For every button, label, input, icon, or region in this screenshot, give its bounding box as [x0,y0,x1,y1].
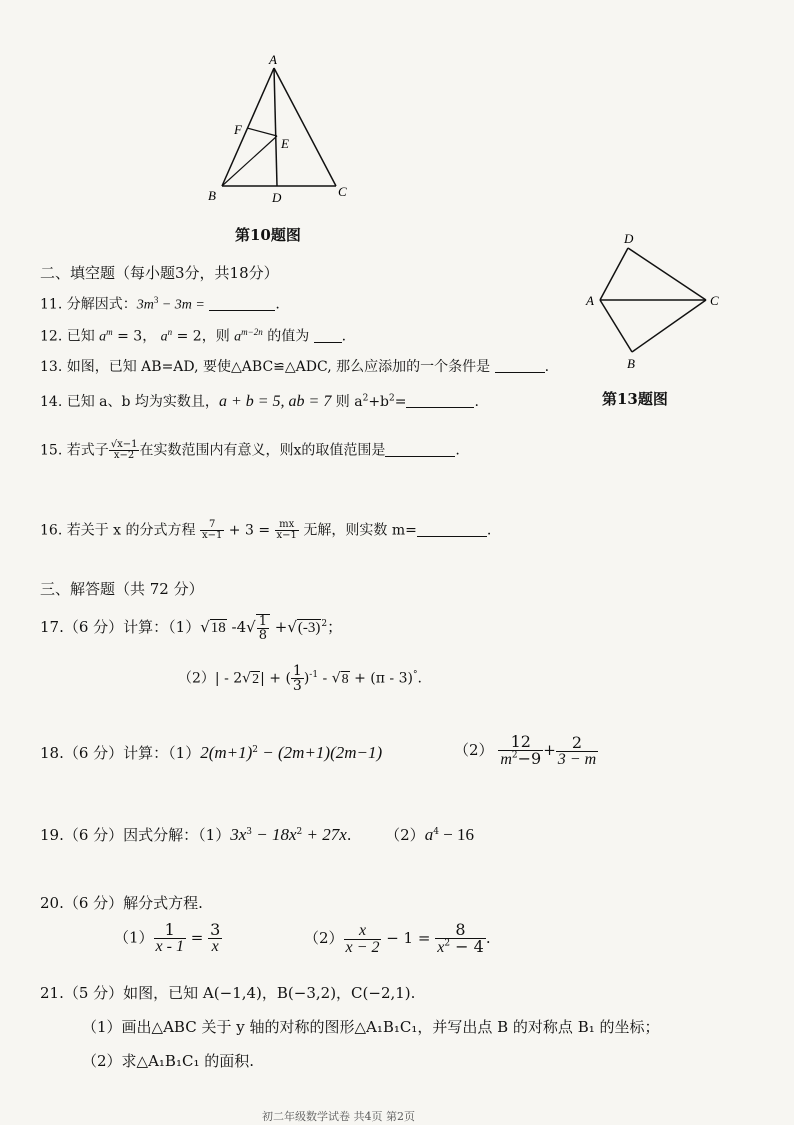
fig13-label-a: A [586,293,594,308]
fig10-label-c: C [338,184,347,199]
q12-answer-blank[interactable] [314,342,342,343]
q15-fraction: $\frac{√x-1}{x-2}$ [110,439,138,461]
question-11: 11. 分解因式：$3m^3 - 3m$ = . [40,295,280,313]
fig10-label-e: E [281,136,289,151]
q17-fraction: $\frac{1}{8}$ [256,614,270,642]
figure-10-triangle [190,50,360,210]
question-18-part-2: （2） $\frac{12}{m^2-9}$ + $\frac{2}{3 - m}$ [454,732,597,768]
question-16: 16. 若关于 x 的分式方程 $\frac{7}{x-1}$ + 3 = $\frac{mx}{x-1}$ 无解，则实数 m= . [40,519,492,541]
question-17-line-1: 17.（6 分）计算：（1）√18 -4√ $\frac{1}{8}$ $+√(-3)^2$； [40,614,343,643]
q11-answer-blank[interactable] [209,310,275,311]
figure-13-quadrilateral [580,228,730,378]
question-15: 15. 若式子 $\frac{√x-1}{x-2}$ 在实数范围内有意义，则x的取值范围是 . [40,439,460,461]
section-2-title: 二、填空题（每小题3分，共18分） [40,264,279,282]
question-14: 14. 已知 a、b 均为实数且，a + b = 5, ab = 7 则 $a^2+b^2=$ . [40,393,479,410]
section-3-title: 三、解答题（共 72 分） [40,580,204,598]
question-13: 13. 如图，已知 AB=AD, 要使△ABC≌△ADC, 那么应添加的一个条件是 . [40,359,550,375]
q15-answer-blank[interactable] [385,456,455,457]
q14-answer-blank[interactable] [406,407,474,408]
q20-fraction-b: $\frac{3}{x}$ [210,920,221,955]
figure-10-caption: 第10题图 [235,226,301,244]
fig13-label-d: D [624,231,634,246]
question-21-line-1: 21.（5 分）如图，已知 A(−1,4)，B(−3,2)，C(−2,1). [40,984,416,1002]
question-12: 12. 已知 $a^m = 3$， $a^n = 2$，则 $a^{m-2n}$ 的值为 . [40,327,347,345]
fig10-label-a: A [269,52,277,67]
fig10-label-b: B [208,188,216,203]
question-20-title: 20.（6 分）解分式方程. [40,894,203,912]
question-20-part-1: （1） $\frac{1}{x - 1}$ = $\frac{3}{x}$ [114,920,221,955]
fig13-label-c: C [710,293,719,308]
figure-13-caption: 第13题图 [602,390,668,408]
q16-fraction-1: $\frac{7}{x-1}$ [201,519,223,541]
question-18: 18.（6 分）计算：$(1)2(m+1)^2 - (2m+1)(2m-1)$ [40,743,383,762]
question-17-line-2: （2）| - 2√2| + ( $\frac{1}{3}$ )$^{-1}$ - √8 + (π - 3)°. [178,663,422,694]
q13-answer-blank[interactable] [495,372,545,373]
q20-fraction-c: $\frac{x}{x - 2}$ [345,921,380,956]
q20-fraction-a: $\frac{1}{x - 1}$ [155,920,184,955]
fig10-label-f: F [234,122,242,137]
fig13-label-b: B [627,356,635,371]
q16-answer-blank[interactable] [417,536,487,537]
fig10-label-d: D [272,190,282,205]
q20-fraction-d: $\frac{8}{x^2 - 4}$ [437,920,484,956]
question-20-part-2: （2） $\frac{x}{x - 2}$ − 1 = $\frac{8}{x^2 - 4}$ . [304,920,491,956]
q18-fraction-2: $\frac{2}{3 - m}$ [557,732,597,768]
q16-fraction-2: $\frac{mx}{x-1}$ [276,519,297,541]
question-21-line-2: （1）画出△ABC 关于 y 轴的对称的图形△A₁B₁C₁，并写出点 B 的对称点 B₁ 的坐标； [82,1018,660,1036]
page-footer: 初二年级数学试卷 共4页 第2页 [262,1110,415,1123]
question-21-line-3: （2）求△A₁B₁C₁ 的面积. [82,1052,254,1070]
q18-fraction-1: $\frac{12}{m^2-9}$ [500,732,542,768]
q17-fraction-2: $\frac{1}{3}$ [292,663,302,694]
question-19: 19.（6 分）因式分解：$(1)3x^3 - 18x^2 + 27x$. $(2)a^4 - 16$ [40,825,475,844]
